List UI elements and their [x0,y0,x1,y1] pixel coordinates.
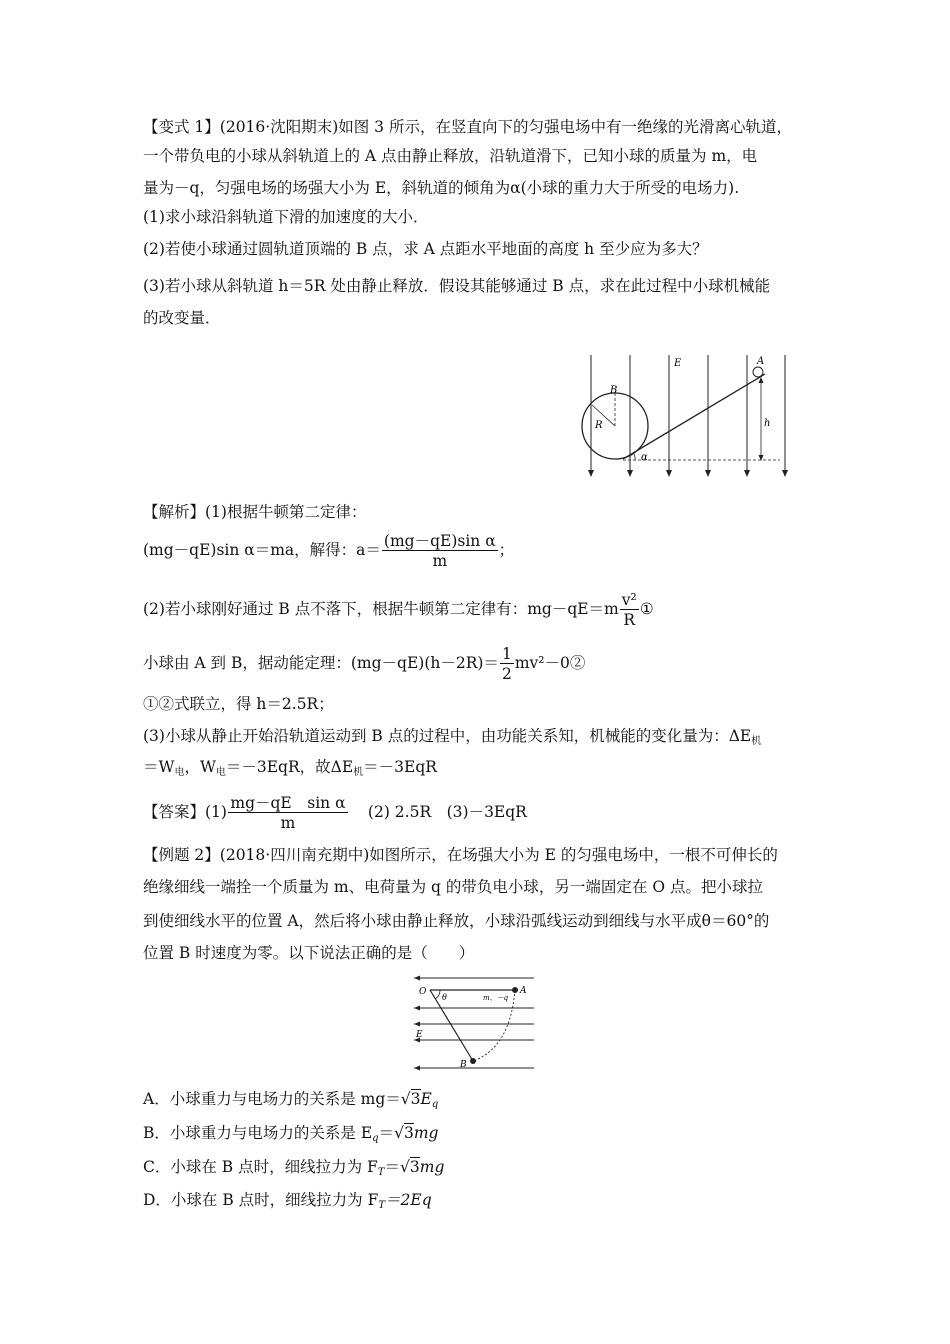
part2b-text: 小球由 A 到 B，据动能定理：(mg－qE)(h－2R)＝ [143,654,499,672]
label-o: O [419,987,427,997]
option-text: ＝2Eq [385,1191,432,1209]
variant1-line: 【变式 1】(2016·沈阳期末)如图 3 所示，在竖直向下的匀强电场中有一绝缘的光滑离心轨道， [143,118,792,136]
part3-sub: 机 [353,767,364,778]
part3-sub: 电 [174,767,185,778]
answer-prefix: 【答案】(1) [143,803,227,821]
part2b-num: 1 [501,644,512,663]
part2b-fraction [500,645,514,684]
figure-pendulum [408,970,538,1072]
solution-part2 [143,589,654,630]
variant1-line: (3)若小球从斜轨道 h＝5R 处由静止释放．假设其能够通过 B 点，求在此过程中小球机械能 [143,277,771,295]
option-sub: q [431,1099,439,1110]
label-charge: m、－q [483,994,509,1002]
part3-text: ＝－3EqR [363,758,437,776]
solution-part3-line2 [143,756,437,784]
part2-den: R [623,610,636,629]
eq1-end: ； [498,541,515,559]
variant1-line: 的改变量． [143,309,221,327]
answer-rest: (2) 2.5R (3)－3EqR [367,803,527,821]
part2b-den: 2 [501,664,512,683]
sqrt-icon: √ [394,1124,404,1142]
label-a: A [520,986,527,996]
label-e: E [674,358,682,369]
part3-sub: 机 [751,736,762,747]
option-text: mg [413,1124,439,1142]
option-text: A．小球重力与电场力的关系是 mg＝ [143,1090,401,1108]
part3-text: ＝W [143,758,175,776]
part3-text: ＝－3EqR，故ΔE [225,758,354,776]
label-a: A [757,356,765,367]
option-text: mg [419,1158,445,1176]
figure-loop-track [575,350,795,485]
solution-part2b [143,643,585,684]
option-radicand: 3 [409,1158,420,1176]
option-text: ＝ [378,1124,395,1142]
eq1-num: (mg－qE)sin α [383,531,496,550]
option-d[interactable] [143,1189,432,1217]
solution-heading: 【解析】(1)根据牛顿第二定律： [143,503,367,521]
label-theta: θ [442,993,447,1002]
variant1-line: 量为－q，匀强电场的场强大小为 E，斜轨道的倾角为α(小球的重力大于所受的电场力). [143,179,740,197]
part2-fraction [620,591,639,630]
sqrt-icon: √ [399,1158,410,1176]
label-b: B [610,385,618,396]
label-h: h [764,418,771,429]
label-alpha: α [641,452,648,463]
eq1-fraction [382,532,498,571]
solution-combine: ①②式联立，得 h＝2.5R； [143,695,334,713]
part2-num: v² [621,590,637,609]
example2-line: 到使细线水平的位置 A，然后将小球由静止释放，小球沿弧线运动到细线与水平成θ＝60°的 [143,912,770,930]
example2-line: 【例题 2】(2018·四川南充期中)如图所示，在场强大小为 E 的匀强电场中，一根不可伸长的 [143,846,778,864]
option-b[interactable] [143,1122,438,1150]
part2-end: ① [639,600,654,618]
label-b: B [460,1060,467,1070]
solution-part3-line1 [143,725,761,753]
eq1-den: m [432,551,448,570]
option-radicand: 3 [410,1090,421,1108]
option-text: D．小球在 B 点时，细线拉力为 F [143,1191,379,1209]
label-r: R [595,420,603,431]
label-e: E [416,1030,423,1040]
solution-eq1 [143,530,514,571]
answer-den: m [280,813,296,832]
eq1-left: (mg－qE)sin α＝ma，解得：a＝ [143,541,381,559]
option-text: C．小球在 B 点时，细线拉力为 F [143,1158,378,1176]
option-text: B．小球重力与电场力的关系是 E [143,1124,373,1142]
option-text: E [420,1090,432,1108]
part2b-end: mv²－0② [514,654,586,672]
option-sub: q [372,1133,379,1144]
option-c[interactable] [143,1156,444,1184]
variant1-line: (1)求小球沿斜轨道下滑的加速度的大小． [143,208,429,226]
example2-line: 位置 B 时速度为零。以下说法正确的是（ ） [143,944,475,962]
option-text: ＝ [384,1158,400,1176]
answer-num: mg－qE sin α [228,794,348,813]
option-sub: T [377,1167,385,1178]
part2-text: (2)若小球刚好通过 B 点不落下，根据牛顿第二定律有：mg－qE＝m [143,600,619,618]
option-a[interactable] [143,1088,438,1116]
variant1-line: (2)若使小球通过圆轨道顶端的 B 点，求 A 点距水平地面的高度 h 至少应为多大？ [143,240,708,258]
option-radicand: 3 [403,1124,414,1142]
part3-text: ，W [184,758,216,776]
part3-text: (3)小球从静止开始沿轨道运动到 B 点的过程中，由功能关系知，机械能的变化量为：ΔE [143,727,752,745]
example2-line: 绝缘细线一端拴一个质量为 m、电荷量为 q 的带负电小球，另一端固定在 O 点。把小球拉 [143,878,763,896]
sqrt-icon: √ [400,1090,411,1108]
option-sub: T [378,1200,386,1211]
answer [143,792,527,833]
part3-sub: 电 [215,767,226,778]
variant1-line: 一个带负电的小球从斜轨道上的 A 点由静止释放，沿轨道滑下，已知小球的质量为 m，电 [143,147,758,165]
answer-fraction [228,794,348,833]
